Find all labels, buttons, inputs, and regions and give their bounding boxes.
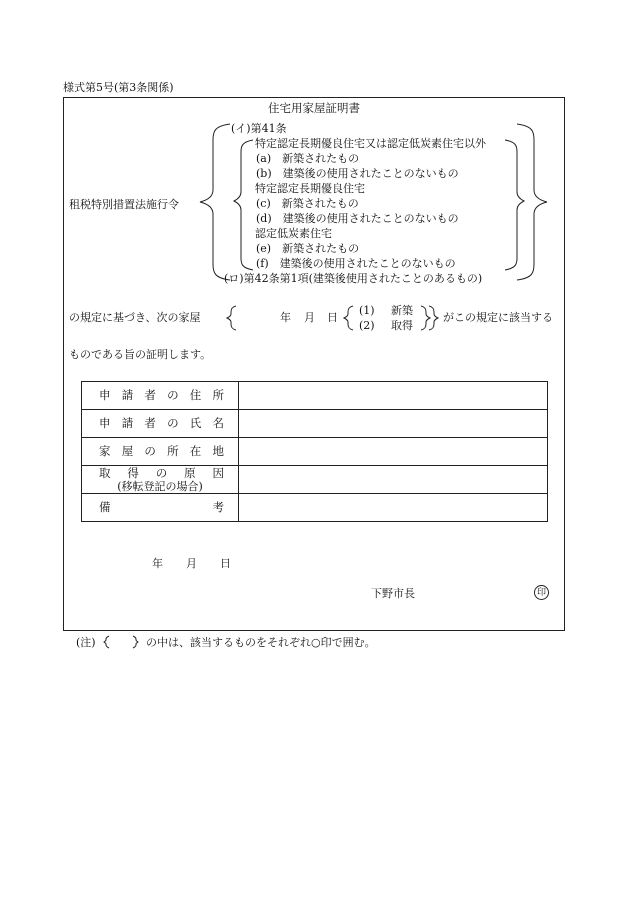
- issue-month: 月: [186, 557, 197, 570]
- table-row: [82, 466, 548, 494]
- statement-year: 年: [280, 311, 291, 324]
- remarks-field[interactable]: [239, 494, 548, 522]
- remarks-label: 備 考: [82, 494, 239, 522]
- acquisition-cause-label: 取 得 の 原 因 (移転登記の場合): [82, 466, 239, 494]
- table-row: [82, 382, 548, 410]
- applicant-table: [81, 381, 548, 522]
- note-text: の中は、該当するものをそれぞれ○印で囲む。: [146, 636, 376, 649]
- issue-year: 年: [152, 557, 163, 570]
- table-row: [82, 494, 548, 522]
- statement-suffix: がこの規定に該当する: [443, 311, 553, 324]
- statement-month: 月: [304, 311, 315, 324]
- option-2-label: 取得: [391, 319, 413, 332]
- applicant-address-label: 申 請 者 の 住 所: [82, 382, 239, 410]
- clause-group-3: 認定低炭素住宅: [255, 227, 332, 240]
- house-location-label: 家 屋 の 所 在 地: [82, 438, 239, 466]
- table-row: [82, 438, 548, 466]
- clause-group-1: 特定認定長期優良住宅又は認定低炭素住宅以外: [255, 137, 486, 150]
- note-right-brace: [133, 636, 138, 648]
- clause-group-2: 特定認定長期優良住宅: [255, 182, 365, 195]
- note-label: (注): [76, 636, 96, 649]
- applicant-name-field[interactable]: [239, 410, 548, 438]
- note-left-brace: [104, 636, 109, 648]
- statement-line-2: ものである旨の証明します。: [69, 348, 212, 361]
- statement-prefix: の規定に基づき、次の家屋: [69, 311, 201, 324]
- option-1-number: (1): [359, 304, 375, 317]
- option-2-number: (2): [359, 319, 375, 332]
- applicant-address-field[interactable]: [239, 382, 548, 410]
- option-1-label: 新築: [391, 304, 413, 317]
- issuer-name: 下野市長: [371, 587, 415, 600]
- acquisition-cause-field[interactable]: [239, 466, 548, 494]
- law-name: 租税特別措置法施行令: [69, 198, 179, 211]
- seal-icon: 印: [534, 585, 549, 600]
- clause-e: (e) 新築されたもの: [256, 242, 360, 255]
- document-title: 住宅用家屋証明書: [268, 101, 360, 115]
- clause-a: (a) 新築されたもの: [256, 152, 360, 165]
- table-row: [82, 410, 548, 438]
- clause-ro: (ロ)第42条第1項(建築後使用されたことのあるもの): [224, 272, 483, 285]
- issue-day: 日: [220, 557, 231, 570]
- clause-b: (b) 建築後の使用されたことのないもの: [256, 167, 459, 180]
- acquisition-cause-sub: (移転登記の場合): [117, 480, 203, 493]
- statement-day: 日: [327, 311, 338, 324]
- clause-c: (c) 新築されたもの: [256, 197, 359, 210]
- house-location-field[interactable]: [239, 438, 548, 466]
- clause-i: (イ)第41条: [231, 122, 287, 135]
- clause-d: (d) 建築後の使用されたことのないもの: [256, 212, 459, 225]
- clause-f: (f) 建築後の使用されたことのないもの: [256, 257, 456, 270]
- applicant-name-label: 申 請 者 の 氏 名: [82, 410, 239, 438]
- form-number: 様式第5号(第3条関係): [63, 81, 174, 94]
